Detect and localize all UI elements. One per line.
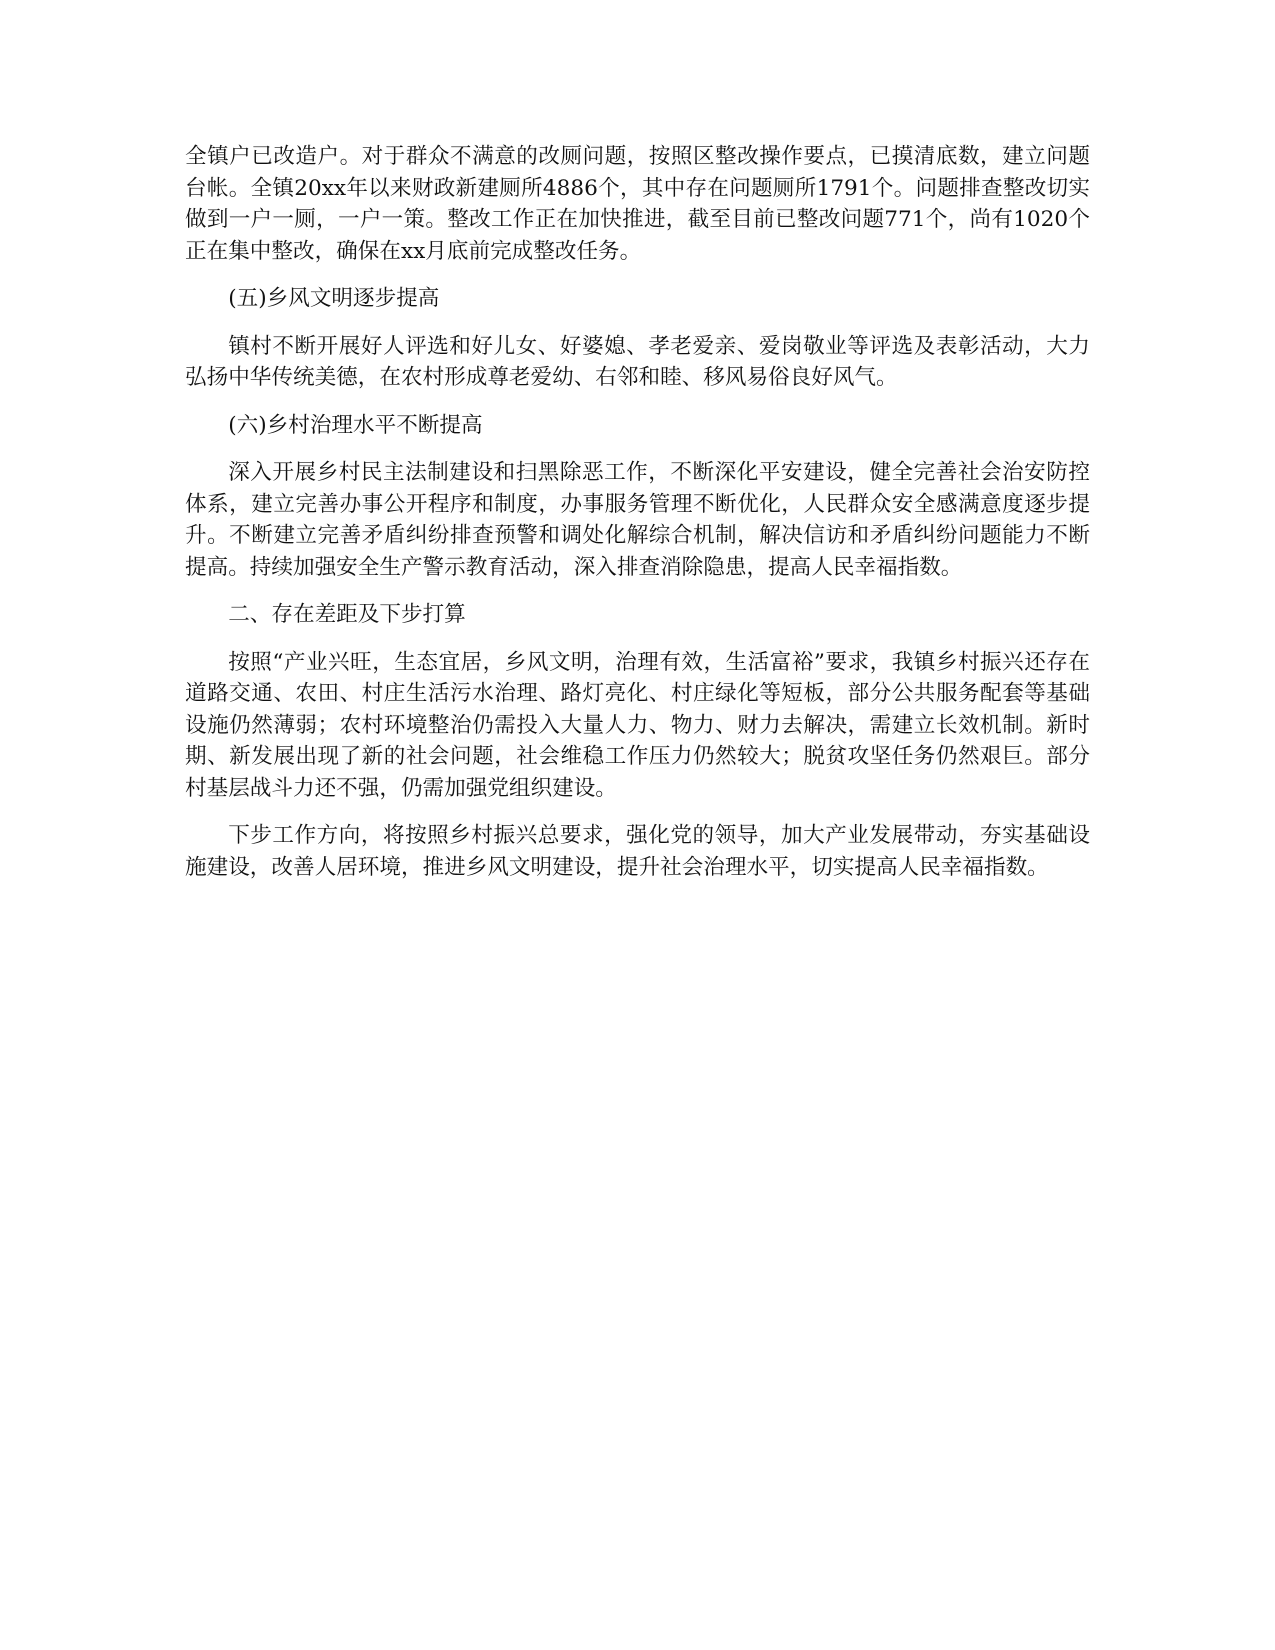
document-page [185,141,1090,899]
paragraph-next-steps: 下步工作方向，将按照乡村振兴总要求，强化党的领导，加大产业发展带动，夯实基础设施建设，改善人居环境，推进乡风文明建设，提升社会治理水平，切实提高人民幸福指数。 [185,823,1090,880]
heading-rural-governance: (六)乡村治理水平不断提高 [228,412,483,438]
paragraph-gaps: 按照“产业兴旺，生态宜居，乡风文明，治理有效，生活富裕”要求，我镇乡村振兴还存在道路交通、农田、村庄生活污水治理、路灯亮化、村庄绿化等短板，部分公共服务配套等基础设施仍然薄弱；农村环境整治仍需投入大量人力、物力、财力去解决，需建立长效机制。新时期、新发展出现了新的社会问题，社会维稳工作压力仍然较大；脱贫攻坚任务仍然艰巨。部分村基层战斗力还不强，仍需加强党组织建设。 [185,649,1090,801]
heading-gaps-and-plans: 二、存在差距及下步打算 [228,602,466,627]
paragraph-rural-governance: 深入开展乡村民主法制建设和扫黑除恶工作，不断深化平安建设，健全完善社会治安防控体系，建立完善办事公开程序和制度，办事服务管理不断优化，人民群众安全感满意度逐步提升。不断建立完善矛盾纠纷排查预警和调处化解综合机制，解决信访和矛盾纠纷问题能力不断提高。持续加强安全生产警示教育活动，深入排查消除隐患，提高人民幸福指数。 [185,460,1090,580]
paragraph-rural-civilization: 镇村不断开展好人评选和好儿女、好婆媳、孝老爱亲、爱岗敬业等评选及表彰活动，大力弘扬中华传统美德，在农村形成尊老爱幼、右邻和睦、移风易俗良好风气。 [185,333,1090,390]
heading-rural-civilization: (五)乡风文明逐步提高 [228,286,440,311]
paragraph-toilet-renovation: 全镇户已改造户。对于群众不满意的改厕问题，按照区整改操作要点，已摸清底数，建立问题台帐。全镇20xx年以来财政新建厕所4886个，其中存在问题厕所1791个。问题排查整改切实做到一户一厕，一户一策。整改工作正在加快推进，截至目前已整改问题771个，尚有1020个正在集中整改，确保在xx月底前完成整改任务。 [185,144,1090,264]
